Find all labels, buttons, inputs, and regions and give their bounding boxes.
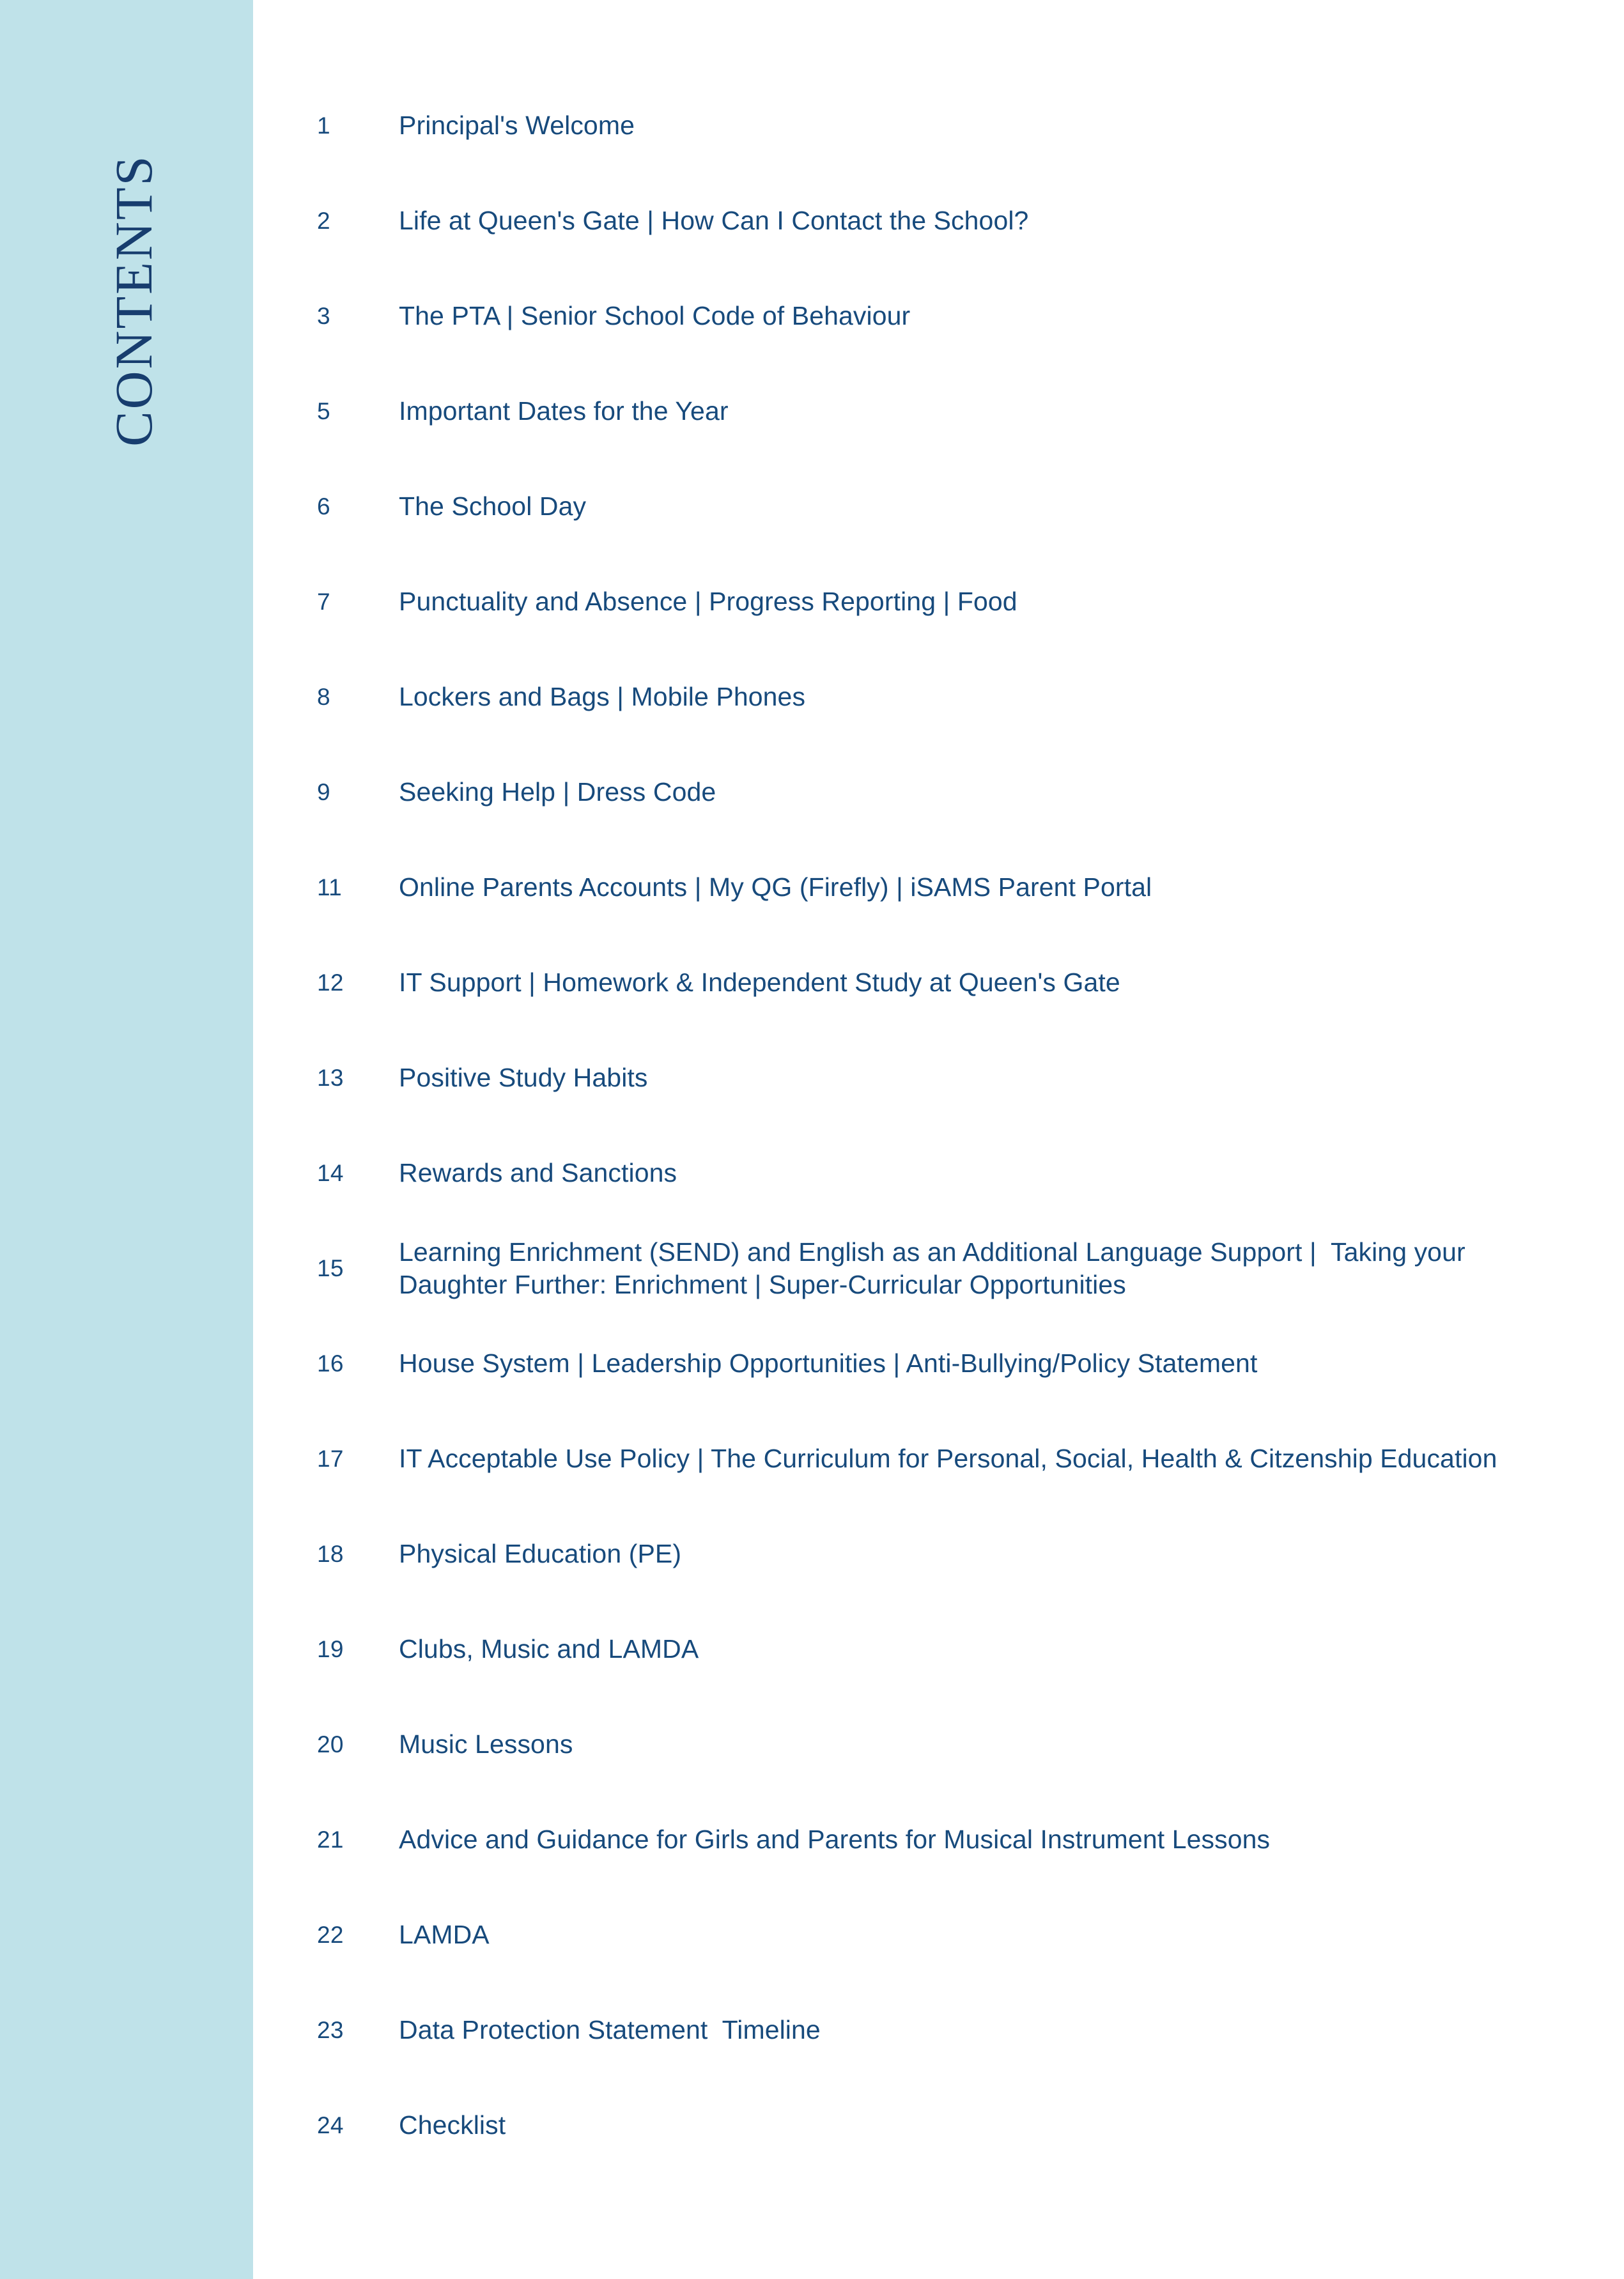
toc-entry[interactable] [314,1792,1548,1887]
toc-page-number: 20 [317,1731,344,1758]
toc-entry-title: Seeking Help | Dress Code [399,777,716,807]
toc-entry-title: Physical Education (PE) [399,1539,682,1569]
toc-entry-title: Principal's Welcome [399,111,635,141]
toc-page-number: 5 [317,398,330,424]
toc-entry-title: Checklist [399,2110,506,2140]
toc-entry-title: The School Day [399,491,587,521]
toc-page-number: 7 [317,588,330,615]
toc-entry[interactable] [314,649,1548,745]
toc-entry[interactable] [314,1602,1548,1697]
toc-page-number: 17 [317,1445,344,1472]
toc-entry[interactable] [314,78,1548,173]
toc-page-number: 24 [317,2112,344,2138]
toc-entry[interactable] [314,1411,1548,1506]
toc-page-number: 9 [317,778,330,805]
toc-entry[interactable] [314,1316,1548,1411]
toc-page-number: 8 [317,683,330,710]
toc-page-number: 19 [317,1635,344,1662]
toc-entry-title: Punctuality and Absence | Progress Reporting | Food [399,587,1017,617]
toc-entry-title: Important Dates for the Year [399,396,729,426]
toc-entry-title: Positive Study Habits [399,1063,648,1093]
toc-entry[interactable] [314,1221,1548,1316]
toc-page-number: 16 [317,1350,344,1377]
toc-entry[interactable] [314,554,1548,649]
toc-entry-title: Music Lessons [399,1729,573,1759]
toc-entry[interactable] [314,840,1548,935]
toc-entry-title: Online Parents Accounts | My QG (Firefly) | iSAMS Parent Portal [399,872,1152,902]
toc-entry[interactable] [314,1697,1548,1792]
toc-page-number: 2 [317,207,330,234]
toc-entry[interactable] [314,1982,1548,2078]
toc-entry[interactable] [314,745,1548,840]
table-of-contents-list [314,78,1548,2173]
toc-page-number: 22 [317,1921,344,1948]
toc-entry[interactable] [314,1506,1548,1602]
toc-entry[interactable] [314,935,1548,1030]
toc-entry-title: LAMDA [399,1920,490,1950]
toc-page-number: 21 [317,1826,344,1853]
toc-page-number: 12 [317,969,344,996]
toc-page-number: 1 [317,112,330,139]
toc-page-number: 6 [317,493,330,520]
toc-entry-title: Data Protection Statement Timeline [399,2015,821,2045]
toc-entry-title: Learning Enrichment (SEND) and English as an Additional Language Support | Taking your Daughter Further: Enrichment | Super-Curricular Opportunities [399,1237,1473,1299]
toc-entry-title: The PTA | Senior School Code of Behaviour [399,301,911,331]
toc-entry-title: IT Acceptable Use Policy | The Curriculum for Personal, Social, Health & Citzenship Education [399,1444,1497,1474]
sidebar-title-container [0,0,253,614]
toc-page-number: 15 [317,1255,344,1281]
toc-page-number: 13 [317,1064,344,1091]
toc-entry-title: Rewards and Sanctions [399,1158,677,1188]
toc-entry-title: Lockers and Bags | Mobile Phones [399,682,806,712]
toc-entry[interactable] [314,1030,1548,1125]
toc-page-number: 3 [317,302,330,329]
toc-entry-title: House System | Leadership Opportunities | Anti-Bullying/Policy Statement [399,1348,1258,1379]
toc-entry-title: IT Support | Homework & Independent Study at Queen's Gate [399,968,1120,998]
page-title: contents [84,154,168,447]
toc-entry-title: Life at Queen's Gate | How Can I Contact the School? [399,206,1029,236]
toc-entry[interactable] [314,364,1548,459]
sidebar [0,0,253,2279]
toc-entry[interactable] [314,2078,1548,2173]
toc-entry-title: Clubs, Music and LAMDA [399,1634,699,1664]
toc-entry[interactable] [314,459,1548,554]
toc-entry[interactable] [314,1125,1548,1221]
toc-page-number: 18 [317,1540,344,1567]
toc-page-number: 14 [317,1159,344,1186]
toc-page-number: 11 [317,874,343,900]
toc-page-number: 23 [317,2016,344,2043]
contents-main [253,0,1624,2279]
toc-entry[interactable] [314,173,1548,268]
toc-entry-title: Advice and Guidance for Girls and Parents for Musical Instrument Lessons [399,1825,1271,1855]
toc-entry[interactable] [314,268,1548,364]
toc-entry[interactable] [314,1887,1548,1982]
